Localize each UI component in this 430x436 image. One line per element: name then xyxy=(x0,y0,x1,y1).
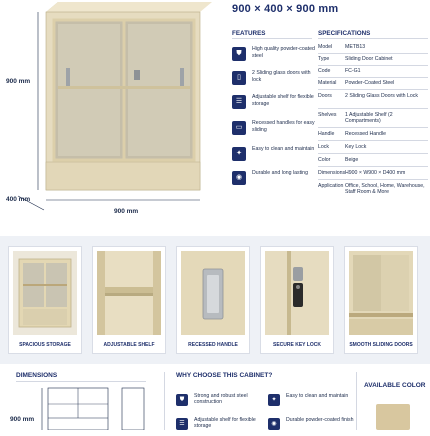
spec-divider xyxy=(318,65,428,66)
feature-text: 2 Sliding glass doors with lock xyxy=(252,70,311,83)
why-choose-title: WHY CHOOSE THIS CABINET? xyxy=(176,372,273,379)
why-text: Durable powder-coated finish xyxy=(286,417,354,423)
spec-divider xyxy=(318,89,428,90)
spec-row xyxy=(318,93,428,99)
gallery-card-smooth-sliding-doors xyxy=(344,246,418,354)
spec-row xyxy=(318,68,428,74)
spec-divider xyxy=(318,153,428,154)
handle-icon: ▭ xyxy=(232,121,246,135)
spec-value: Sliding Door Cabinet xyxy=(345,56,393,62)
spec-value: Beige xyxy=(345,157,359,163)
spec-key: Material xyxy=(318,80,337,86)
why-item xyxy=(176,416,262,436)
color-swatch[interactable] xyxy=(376,404,410,430)
gallery-card-secure-key-lock xyxy=(260,246,334,354)
feature-item xyxy=(232,118,318,140)
shelf-icon: ☰ xyxy=(232,95,246,109)
depth-dimension-label: 400 mm xyxy=(6,196,31,203)
width-dimension-label: 900 mm xyxy=(114,208,139,215)
spec-key: Doors xyxy=(318,93,332,99)
spec-divider xyxy=(318,166,428,167)
spec-divider xyxy=(318,108,428,109)
dimensions-height-label: 900 mm xyxy=(10,416,35,423)
why-item xyxy=(268,392,354,412)
spec-key: Lock xyxy=(318,144,329,150)
gallery-label: SMOOTH SLIDING DOORS xyxy=(349,342,413,348)
spec-row xyxy=(318,80,428,86)
gallery-label: RECESSED HANDLE xyxy=(188,342,238,348)
spec-key: Code xyxy=(318,68,331,74)
shield-icon: ⛊ xyxy=(176,394,188,406)
spec-value: Powder-Coated Steel xyxy=(345,80,395,86)
shelf-closeup-image xyxy=(97,251,161,335)
maintenance-icon: ✦ xyxy=(232,147,246,161)
spec-key: Model xyxy=(318,44,333,50)
door-icon: ▯ xyxy=(232,71,246,85)
feature-item xyxy=(232,92,318,114)
sliding-track-image xyxy=(349,251,413,335)
spec-value: METB13 xyxy=(345,44,366,50)
spec-row xyxy=(318,170,428,176)
gallery-label: SPACIOUS STORAGE xyxy=(19,342,71,348)
spec-divider xyxy=(318,127,428,128)
spec-key: Application xyxy=(318,183,344,189)
gallery-card-recessed-handle xyxy=(176,246,250,354)
shelf-icon: ☰ xyxy=(176,418,188,430)
feature-item xyxy=(232,144,318,166)
shield-icon: ⛊ xyxy=(232,47,246,61)
size-title: 900 × 400 × 900 mm xyxy=(232,3,339,15)
why-text: Easy to clean and maintain xyxy=(286,393,349,399)
spec-key: Dimensions xyxy=(318,170,346,176)
spec-row xyxy=(318,56,428,62)
spec-value: FC-G1 xyxy=(345,68,361,74)
feature-text: Durable and long lasting xyxy=(252,170,308,176)
spec-divider xyxy=(318,179,428,180)
spec-divider xyxy=(318,38,428,39)
dimensions-divider xyxy=(16,381,146,382)
spec-row xyxy=(318,112,428,125)
gallery-label: ADJUSTABLE SHELF xyxy=(103,342,155,348)
spec-key: Color xyxy=(318,157,331,163)
cabinet-illustration xyxy=(0,0,222,232)
gallery-card-spacious-storage xyxy=(8,246,82,354)
dimensions-drawing xyxy=(40,384,160,430)
features-title: FEATURES xyxy=(232,30,266,37)
spec-key: Type xyxy=(318,56,330,62)
feature-item xyxy=(232,44,318,66)
why-item xyxy=(268,416,354,436)
cabinet-front-image xyxy=(13,251,77,335)
gallery-card-adjustable-shelf xyxy=(92,246,166,354)
spec-value: Key Lock xyxy=(345,144,367,150)
why-item xyxy=(176,392,262,412)
spec-row xyxy=(318,157,428,163)
features-divider xyxy=(232,38,312,39)
why-text: Strong and robust steel construction xyxy=(194,393,248,406)
spec-divider xyxy=(318,140,428,141)
spec-row xyxy=(318,44,428,50)
spec-value: 2 Sliding Glass Doors with Lock xyxy=(345,93,418,99)
why-text: Adjustable shelf for flexible storage xyxy=(194,417,256,430)
spec-key: Shelves xyxy=(318,112,337,118)
feature-text: Recessed handles for easy sliding xyxy=(252,120,315,133)
maintenance-icon: ✦ xyxy=(268,394,280,406)
specifications-title: SPECIFICATIONS xyxy=(318,30,371,37)
feature-item xyxy=(232,68,318,90)
spec-row xyxy=(318,144,428,150)
spec-divider xyxy=(318,77,428,78)
spec-value: 1 Adjustable Shelf (2 Compartments) xyxy=(345,112,393,125)
available-color-title: AVAILABLE COLOR xyxy=(364,382,426,389)
bottom-divider xyxy=(356,372,357,430)
spec-value: Office, School, Home, Warehouse, Staff Room & More xyxy=(345,183,425,196)
feature-text: High quality powder-coated steel xyxy=(252,46,315,59)
spec-key: Handle xyxy=(318,131,335,137)
spec-value: Recessed Handle xyxy=(345,131,386,137)
feature-item xyxy=(232,168,318,190)
spec-divider xyxy=(318,53,428,54)
durable-icon: ◉ xyxy=(232,171,246,185)
lock-closeup-image xyxy=(265,251,329,335)
spec-value: H900 × W900 × D400 mm xyxy=(345,170,406,176)
spec-row xyxy=(318,183,428,196)
bottom-divider xyxy=(164,372,165,430)
feature-text: Adjustable shelf for flexible storage xyxy=(252,94,314,107)
durable-icon: ◉ xyxy=(268,418,280,430)
gallery-label: SECURE KEY LOCK xyxy=(273,342,321,348)
product-photo xyxy=(0,0,222,232)
handle-closeup-image xyxy=(181,251,245,335)
spec-row xyxy=(318,131,428,137)
dimensions-title: DIMENSIONS xyxy=(16,372,58,379)
height-dimension-label: 900 mm xyxy=(6,78,31,85)
feature-text: Easy to clean and maintain xyxy=(252,146,315,152)
